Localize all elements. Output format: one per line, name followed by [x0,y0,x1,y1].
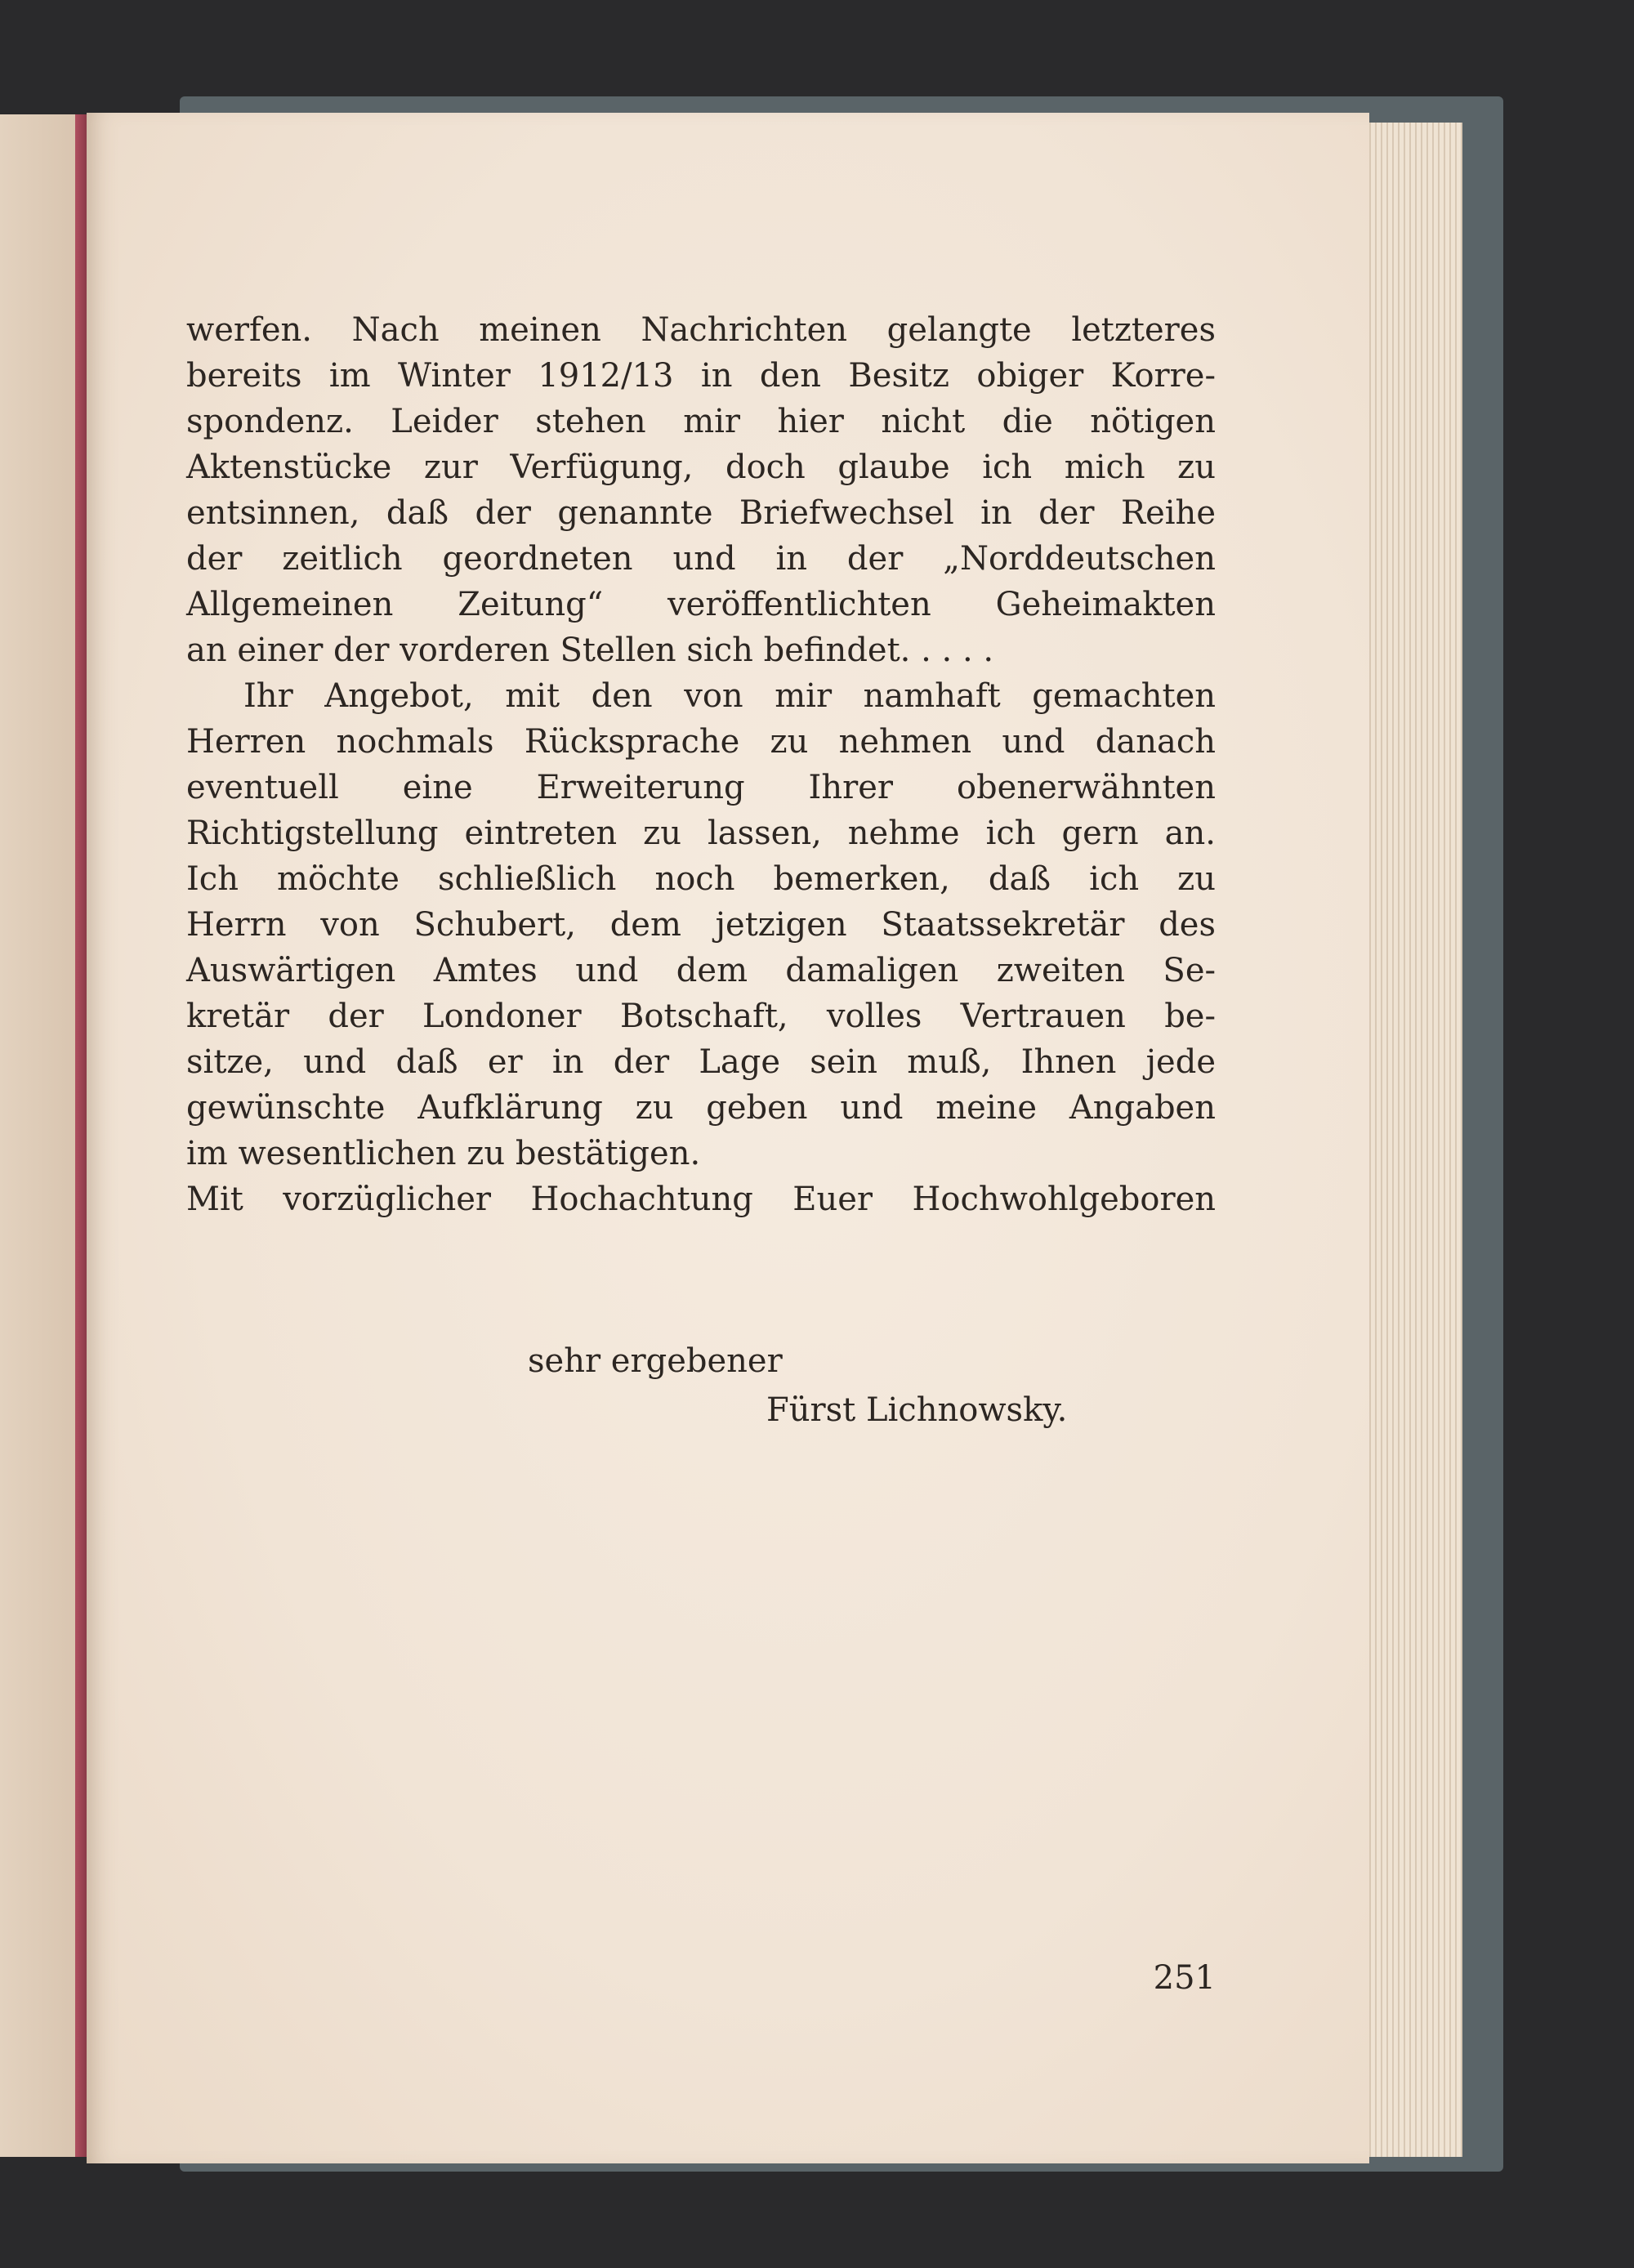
text-line: Allgemeinen Zeitung“ veröffentlichten Geheimakten [186,586,1216,623]
book-page [87,113,1369,2163]
text-line: Auswärtigen Amtes und dem damaligen zweiten Se- [186,952,1216,989]
spine-binding [75,114,87,2157]
text-line: Herrn von Schubert, dem jetzigen Staatssekretär des [186,906,1216,944]
text-line: Ihr Angebot, mit den von mir namhaft gemachten [243,677,1216,715]
signature: Fürst Lichnowsky. [766,1391,1068,1429]
text-line: der zeitlich geordneten und in der „Norddeutschen [186,540,1216,578]
text-line: werfen. Nach meinen Nachrichten gelangte letzteres [186,311,1216,349]
text-line: gewünschte Aufklärung zu geben und meine Angaben [186,1089,1216,1127]
text-line: Aktenstücke zur Verfügung, doch glaube ich mich zu [186,449,1216,486]
text-line: sitze, und daß er in der Lage sein muß, Ihnen jede [186,1043,1216,1081]
text-line: spondenz. Leider stehen mir hier nicht die nötigen [186,403,1216,440]
text-line: an einer der vorderen Stellen sich befindet. . . . . [186,632,994,669]
left-page-edge [0,114,75,2157]
text-line: Ich möchte schließlich noch bemerken, daß ich zu [186,860,1216,898]
text-line: im wesentlichen zu bestätigen. [186,1135,701,1172]
text-line: bereits im Winter 1912/13 in den Besitz obiger Korre- [186,357,1216,395]
text-line: entsinnen, daß der genannte Briefwechsel in der Reihe [186,494,1216,532]
text-line: Richtigstellung eintreten zu lassen, nehme ich gern an. [186,815,1216,852]
text-line: kretär der Londoner Botschaft, volles Vertrauen be- [186,998,1216,1035]
closing-line: Mit vorzüglicher Hochachtung Euer Hochwohlgeboren [186,1181,1216,1218]
page-number: 251 [1153,1959,1216,1997]
valediction: sehr ergebener [528,1342,783,1380]
letter-body [186,307,1216,1222]
text-line: Herren nochmals Rücksprache zu nehmen und danach [186,723,1216,761]
text-line: eventuell eine Erweiterung Ihrer obenerwähnten [186,769,1216,806]
